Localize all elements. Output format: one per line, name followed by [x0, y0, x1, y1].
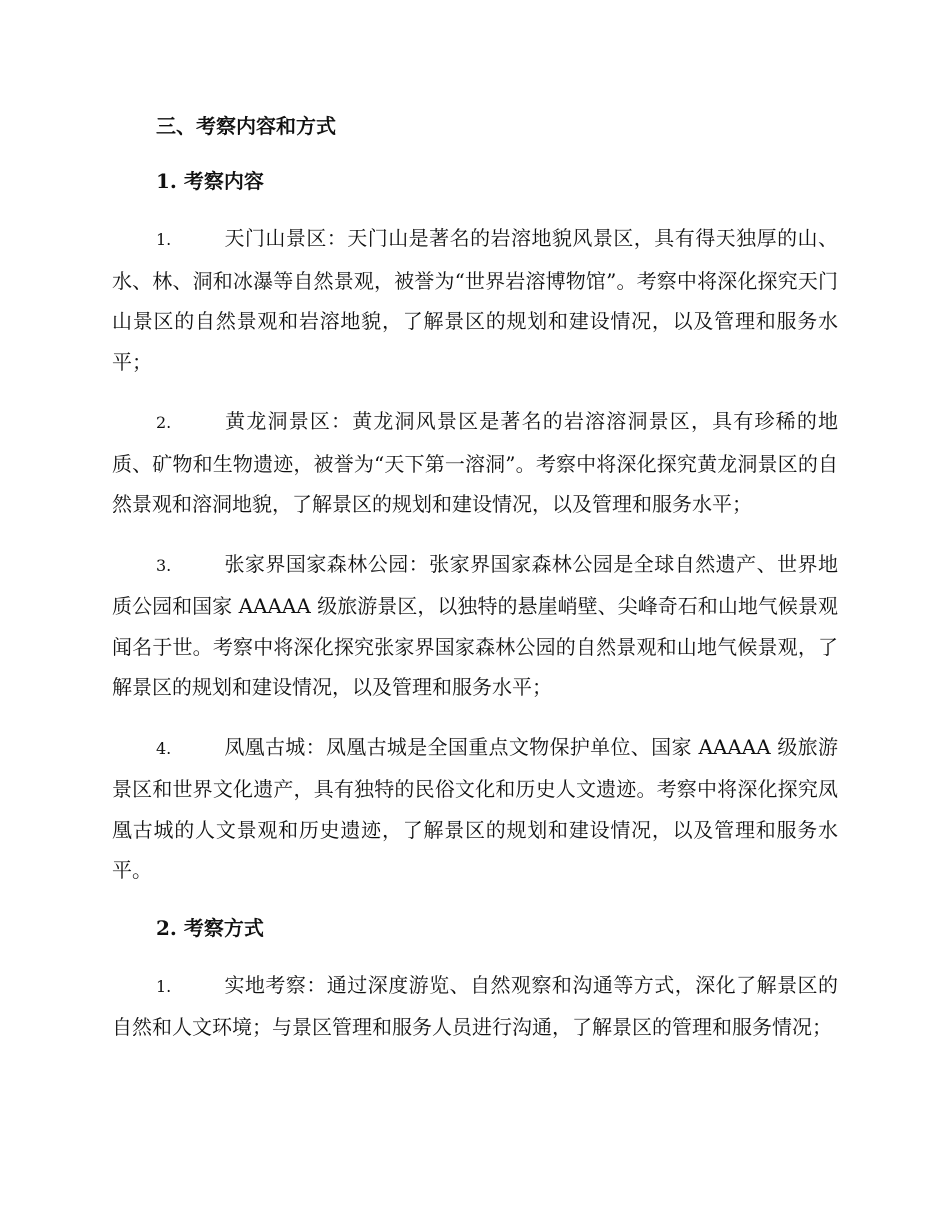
list-item-text: 黄龙洞景区：黄龙洞风景区是著名的岩溶溶洞景区，具有珍稀的地质、矿物和生物遗迹，被誉为“天下第一溶洞”。考察中将深化探究黄龙洞景区的自然景观和溶洞地貌，了解景区的规划和建设情况，以及管理和服务水平； [112, 409, 838, 516]
list-item-number: 1. [156, 976, 172, 996]
list-item-text: 凤凰古城：凤凰古城是全国重点文物保护单位、国家 AAAAA 级旅游景区和世界文化遗产，具有独特的民俗文化和历史人文遗迹。考察中将深化探究凤凰古城的人文景观和历史遗迹，了解景区的规划和建设情况，以及管理和服务水平。 [112, 734, 838, 882]
list-item [112, 218, 838, 382]
subsection-title-method: 2. 考察方式 [156, 915, 264, 940]
list-item-number: 3. [156, 555, 172, 575]
list-item-number: 4. [156, 738, 172, 758]
list-item-text: 实地考察：通过深度游览、自然观察和沟通等方式，深化了解景区的自然和人文环境；与景区管理和服务人员进行沟通，了解景区的管理和服务情况； [112, 972, 838, 1039]
list-item [112, 727, 838, 891]
document-page [112, 108, 838, 1067]
list-item [112, 401, 838, 525]
list-item-text: 张家界国家森林公园：张家界国家森林公园是全球自然遗产、世界地质公园和国家 AAAAA 级旅游景区，以独特的悬崖峭壁、尖峰奇石和山地气候景观闻名于世。考察中将深化探究张家界国家森林公园的自然景观和山地气候景观，了解景区的规划和建设情况，以及管理和服务水平； [112, 551, 838, 699]
list-item-number: 2. [156, 413, 172, 432]
section-title: 三、考察内容和方式 [156, 114, 336, 138]
list-item [112, 965, 838, 1048]
subsection-title-content: 1. 考察内容 [156, 169, 264, 193]
list-item [112, 544, 838, 708]
list-item-number: 1. [156, 230, 172, 249]
list-item-text: 天门山景区：天门山是著名的岩溶地貌风景区，具有得天独厚的山、水、林、洞和冰瀑等自然景观，被誉为“世界岩溶博物馆”。考察中将深化探究天门山景区的自然景观和岩溶地貌，了解景区的规划和建设情况，以及管理和服务水平； [112, 226, 838, 374]
